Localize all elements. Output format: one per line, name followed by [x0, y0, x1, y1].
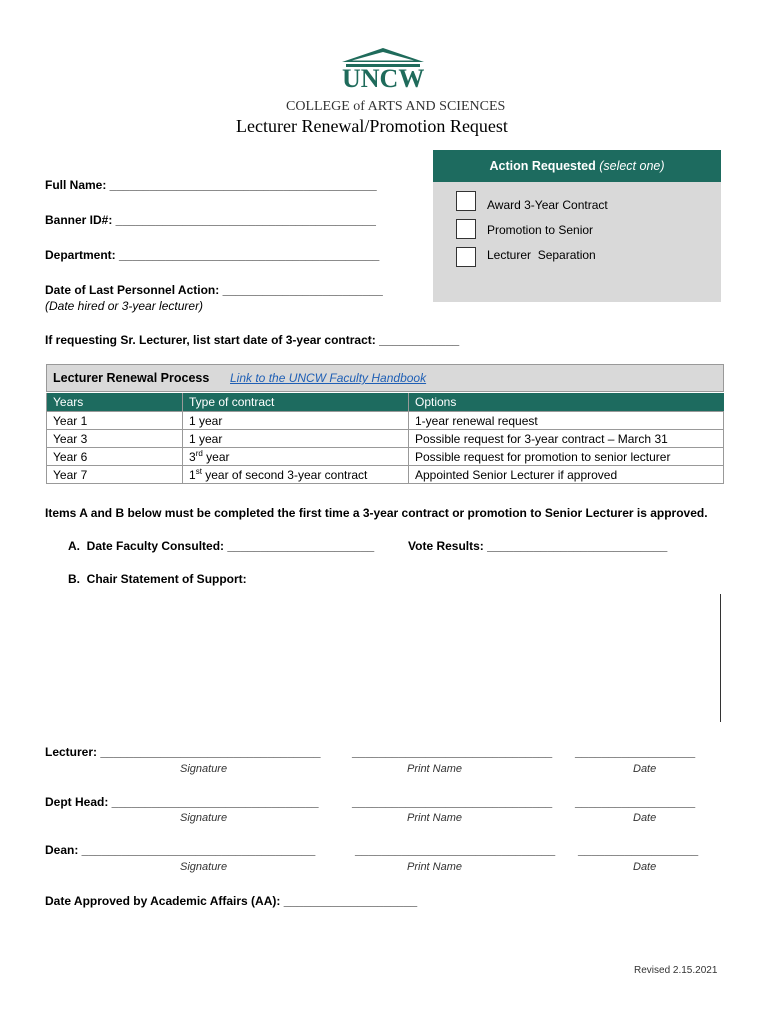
type-text: year: [202, 450, 230, 464]
sr-lecturer-start-date-field[interactable]: If requesting Sr. Lecturer, list start date of 3-year contract: ____________: [45, 333, 460, 347]
type-cell: 1 year: [183, 430, 409, 448]
dean-signature-line[interactable]: Dean: ___________________________________: [45, 843, 316, 857]
year-cell: Year 6: [47, 448, 183, 466]
lecturer-separation-checkbox[interactable]: [456, 247, 476, 267]
year-cell: Year 7: [47, 466, 183, 484]
dept-head-signature-line[interactable]: Dept Head: _______________________________: [45, 795, 319, 809]
items-instructions: Items A and B below must be completed the first time a 3-year contract or promotion to Senior Lecturer is approved.: [45, 506, 708, 520]
type-number: 1: [189, 468, 196, 482]
type-cell: 1 year: [183, 412, 409, 430]
vote-results-field[interactable]: Vote Results: ___________________________: [408, 539, 668, 553]
last-personnel-action-field[interactable]: Date of Last Personnel Action: ________________________: [45, 283, 383, 297]
column-header-type: Type of contract: [183, 393, 409, 412]
signature-caption: Signature: [180, 763, 228, 775]
signature-caption: Signature: [180, 861, 228, 873]
page-title: Lecturer Renewal/Promotion Request: [236, 116, 508, 136]
table-row: [47, 412, 724, 430]
faculty-handbook-link[interactable]: Link to the UNCW Faculty Handbook: [230, 371, 427, 385]
academic-affairs-approval-field[interactable]: Date Approved by Academic Affairs (AA): ____________________: [45, 894, 418, 908]
award-contract-checkbox[interactable]: [456, 191, 476, 211]
table-row: [47, 448, 724, 466]
chair-statement-box-edge: [720, 594, 721, 722]
action-options-panel: [433, 182, 721, 302]
print-name-caption: Print Name: [407, 763, 463, 775]
department-field[interactable]: Department: _______________________________________: [45, 248, 380, 262]
dept-head-print-name-line[interactable]: ______________________________: [352, 795, 553, 809]
table-header-row: [47, 393, 724, 412]
lecturer-signature-line[interactable]: Lecturer: _________________________________: [45, 745, 321, 759]
column-header-years: Years: [47, 393, 183, 412]
print-name-caption: Print Name: [407, 861, 463, 873]
dept-head-date-line[interactable]: __________________: [575, 795, 696, 809]
revision-date: Revised 2.15.2021: [634, 965, 718, 976]
award-contract-label: Award 3-Year Contract: [487, 198, 608, 212]
option-cell: Possible request for 3-year contract – March 31: [409, 430, 724, 448]
year-cell: Year 3: [47, 430, 183, 448]
date-caption: Date: [633, 861, 657, 873]
dean-print-name-line[interactable]: ______________________________: [355, 843, 556, 857]
signature-caption: Signature: [180, 812, 228, 824]
banner-id-field[interactable]: Banner ID#: _______________________________________: [45, 213, 376, 227]
date-caption: Date: [633, 812, 657, 824]
chair-statement-label: B. Chair Statement of Support:: [68, 572, 247, 586]
lecturer-date-line[interactable]: __________________: [575, 745, 696, 759]
last-personnel-action-note: (Date hired or 3-year lecturer): [45, 299, 204, 313]
date-caption: Date: [633, 763, 657, 775]
lecturer-separation-label: Lecturer Separation: [487, 248, 596, 262]
year-cell: Year 1: [47, 412, 183, 430]
type-cell: [183, 466, 409, 484]
full-name-field[interactable]: Full Name: ________________________________________: [45, 178, 377, 192]
column-header-options: Options: [409, 393, 724, 412]
college-name: COLLEGE of ARTS AND SCIENCES: [286, 99, 506, 114]
action-requested-note: (select one): [599, 159, 665, 173]
action-requested-title: Action Requested: [489, 159, 596, 173]
renewal-process-table: [46, 393, 724, 484]
print-name-caption: Print Name: [407, 812, 463, 824]
lecturer-print-name-line[interactable]: ______________________________: [352, 745, 553, 759]
type-ordinal: st: [195, 467, 202, 476]
type-number: 3: [189, 450, 196, 464]
uncw-logo-text: UNCW: [342, 64, 425, 93]
type-cell: [183, 448, 409, 466]
option-cell: Possible request for promotion to senior lecturer: [409, 448, 724, 466]
renewal-process-title: Lecturer Renewal Process: [53, 371, 210, 385]
type-ordinal: rd: [195, 449, 203, 458]
date-faculty-consulted-field[interactable]: A. Date Faculty Consulted: ______________________: [68, 539, 375, 553]
dean-date-line[interactable]: __________________: [578, 843, 699, 857]
type-text: year of second 3-year contract: [201, 468, 368, 482]
action-requested-header: [433, 150, 721, 182]
option-cell: 1-year renewal request: [409, 412, 724, 430]
table-row: [47, 466, 724, 484]
renewal-process-header: [46, 364, 724, 392]
promotion-senior-label: Promotion to Senior: [487, 223, 594, 237]
option-cell: Appointed Senior Lecturer if approved: [409, 466, 724, 484]
promotion-senior-checkbox[interactable]: [456, 219, 476, 239]
table-row: [47, 430, 724, 448]
